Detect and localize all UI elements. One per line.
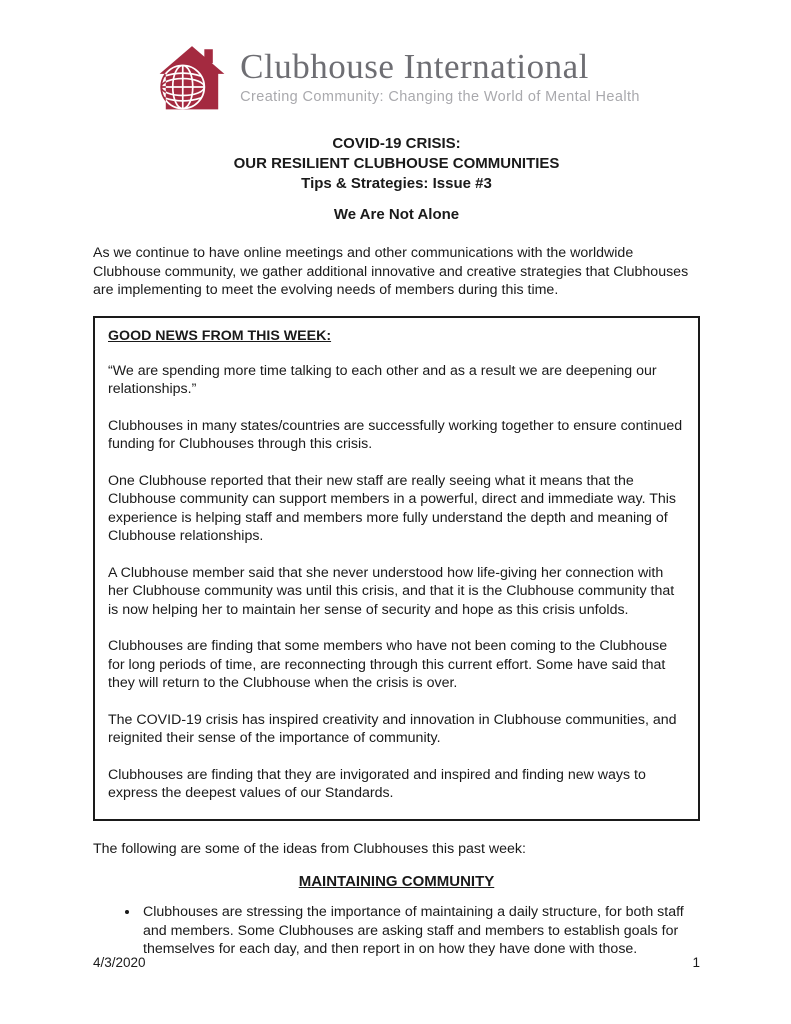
good-news-paragraph: A Clubhouse member said that she never understood how life-giving her connection with her Clubhouse community was until this crisis, and that it is the Clubhouse community that is now helping her to maintain her sense of security and hope as this crisis unfolds. [108, 564, 675, 618]
logo-tagline: Creating Community: Changing the World of Mental Health [240, 89, 640, 105]
good-news-paragraph: Clubhouses are finding that they are invigorated and inspired and finding new ways to express the deepest values of our Standards. [108, 766, 646, 801]
title-line-1: COVID-19 CRISIS: [332, 135, 461, 152]
intro-paragraph: As we continue to have online meetings and other communications with the worldwide Clubhouse community, we gather additional innovative and creative strategies that Clubhouses are implementing to meet the evolving needs of members during this time. [93, 245, 689, 298]
page-footer [93, 955, 700, 970]
good-news-paragraph: Clubhouses in many states/countries are successfully working together to ensure continued funding for Clubhouses through this crisis. [108, 417, 683, 452]
good-news-paragraph: The COVID-19 crisis has inspired creativity and innovation in Clubhouse communities, and reignited their sense of the importance of community. [108, 711, 677, 746]
section-heading-maintaining-community: MAINTAINING COMMUNITY [298, 873, 495, 890]
house-globe-icon [153, 40, 231, 114]
footer-date: 4/3/2020 [93, 955, 146, 970]
good-news-paragraph: “We are spending more time talking to each other and as a result we are deepening our relationships.” [108, 362, 657, 397]
good-news-heading: GOOD NEWS FROM THIS WEEK: [108, 327, 332, 344]
bullet-list [93, 903, 700, 959]
good-news-paragraph: One Clubhouse reported that their new staff are really seeing what it means that the Clubhouse community can support members in a powerful, direct and immediate way. This experience is helping staff and members more fully understand the depth and meaning of Clubhouse relationships. [108, 472, 677, 544]
subtitle: We Are Not Alone [333, 206, 460, 223]
bullet-item: • Clubhouses are stressing the importance of maintaining a daily structure, for both staff and members. Some Clubhouses are asking staff and members to establish goals for themselves for each day, and then report in on how they have done with those. [140, 903, 700, 959]
logo [93, 40, 700, 114]
footer-page-number: 1 [692, 955, 700, 970]
good-news-box [93, 316, 700, 821]
document-title [93, 134, 700, 194]
title-line-3: Tips & Strategies: Issue #3 [301, 175, 492, 192]
following-line: The following are some of the ideas from Clubhouses this past week: [93, 840, 526, 857]
logo-text [240, 48, 640, 106]
title-line-2: OUR RESILIENT CLUBHOUSE COMMUNITIES [233, 155, 560, 172]
logo-name: Clubhouse International [240, 47, 589, 86]
good-news-paragraph: Clubhouses are finding that some members who have not been coming to the Clubhouse for long periods of time, are reconnecting through this current effort. Some have said that they will return to the Clubhouse when the crisis is over. [108, 638, 668, 691]
